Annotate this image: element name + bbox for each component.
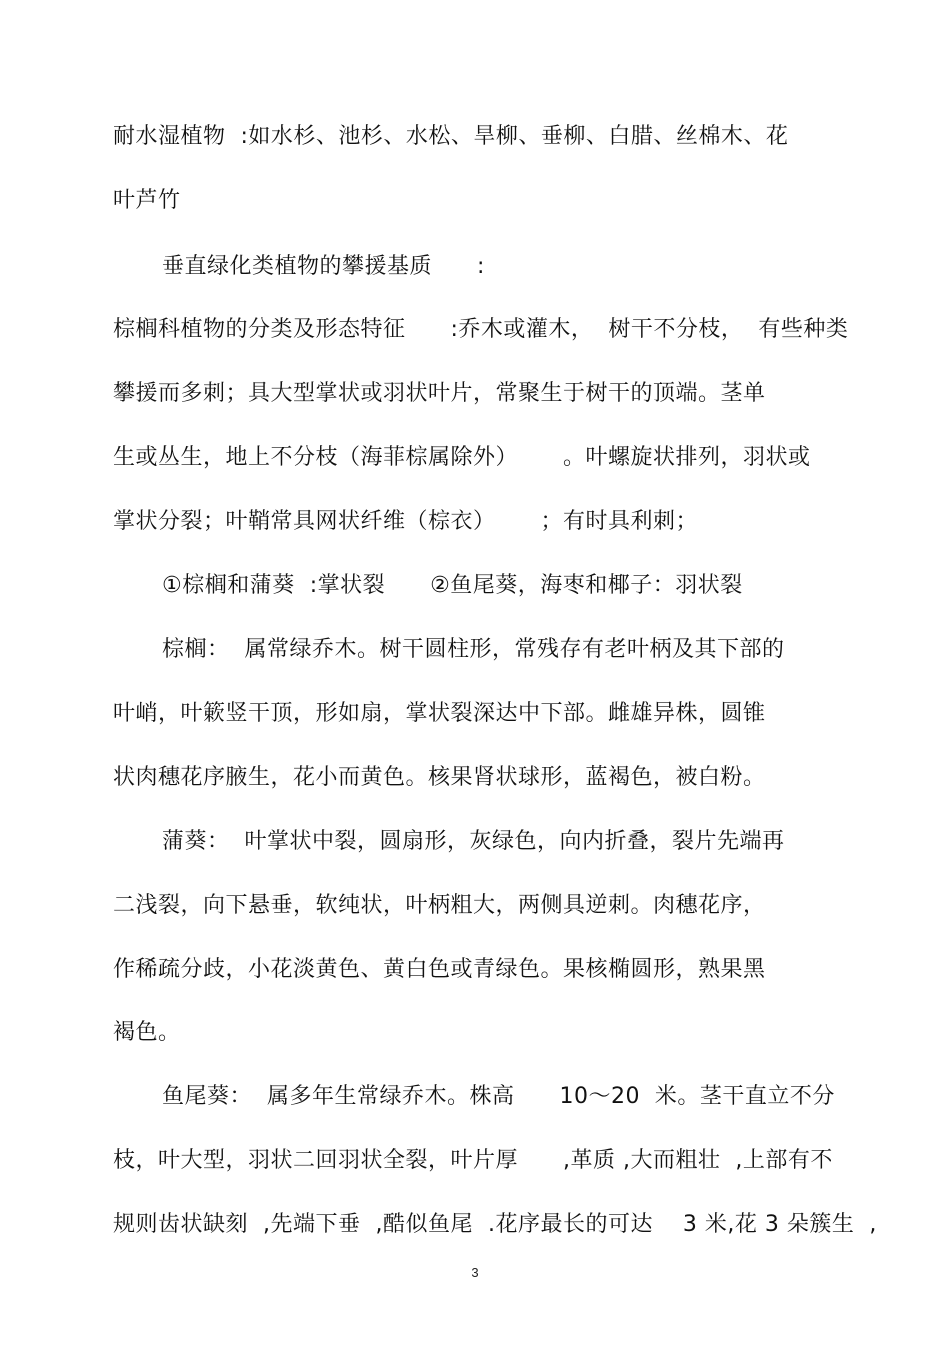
text-line-17: 枝，叶大型，羽状二回羽状全裂，叶片厚 ,革质 ,大而粗壮 ,上部有不 bbox=[113, 1148, 833, 1173]
text-line-11: 状肉穗花序腋生，花小而黄色。核果肾状球形，蓝褐色，被白粉。 bbox=[113, 765, 766, 790]
text-line-7: 掌状分裂；叶鞘常具网状纤维（棕衣） ；有时具利刺； bbox=[113, 509, 698, 534]
text-line-5: 攀援而多刺；具大型掌状或羽状叶片，常聚生于树干的顶端。茎单 bbox=[113, 381, 766, 406]
text-line-15: 褐色。 bbox=[113, 1020, 181, 1045]
text-line-14: 作稀疏分歧，小花淡黄色、黄白色或青绿色。果核椭圆形，熟果黑 bbox=[113, 957, 766, 982]
text-line-8: ①棕榈和蒲葵 :掌状裂 ②鱼尾葵，海枣和椰子：羽状裂 bbox=[162, 573, 743, 598]
text-line-16: 鱼尾葵： 属多年生常绿乔木。株高 10～20 米。茎干直立不分 bbox=[162, 1084, 835, 1109]
text-line-9: 棕榈： 属常绿乔木。树干圆柱形，常残存有老叶柄及其下部的 bbox=[162, 637, 785, 662]
text-line-13: 二浅裂，向下悬垂，软纯状，叶柄粗大，两侧具逆刺。肉穗花序， bbox=[113, 893, 766, 918]
page-number: 3 bbox=[471, 1265, 479, 1280]
text-line-4: 棕榈科植物的分类及形态特征 :乔木或灌木， 树干不分枝， 有些种类 bbox=[113, 317, 849, 342]
text-line-18: 规则齿状缺刻 ,先端下垂 ,酷似鱼尾 .花序最长的可达 3 米,花 3 朵簇生 , bbox=[113, 1212, 877, 1237]
text-line-10: 叶峭，叶簌竖干顶，形如扇，掌状裂深达中下部。雌雄异株，圆锥 bbox=[113, 701, 766, 726]
text-line-3: 垂直绿化类植物的攀援基质 : bbox=[162, 254, 485, 279]
text-line-1: 耐水湿植物 :如水杉、池杉、水松、旱柳、垂柳、白腊、丝棉木、花 bbox=[113, 124, 789, 149]
text-line-6: 生或丛生，地上不分枝（海菲棕属除外） 。叶螺旋状排列，羽状或 bbox=[113, 445, 811, 470]
text-line-12: 蒲葵： 叶掌状中裂，圆扇形，灰绿色，向内折叠，裂片先端再 bbox=[162, 829, 785, 854]
text-line-2: 叶芦竹 bbox=[113, 188, 181, 213]
